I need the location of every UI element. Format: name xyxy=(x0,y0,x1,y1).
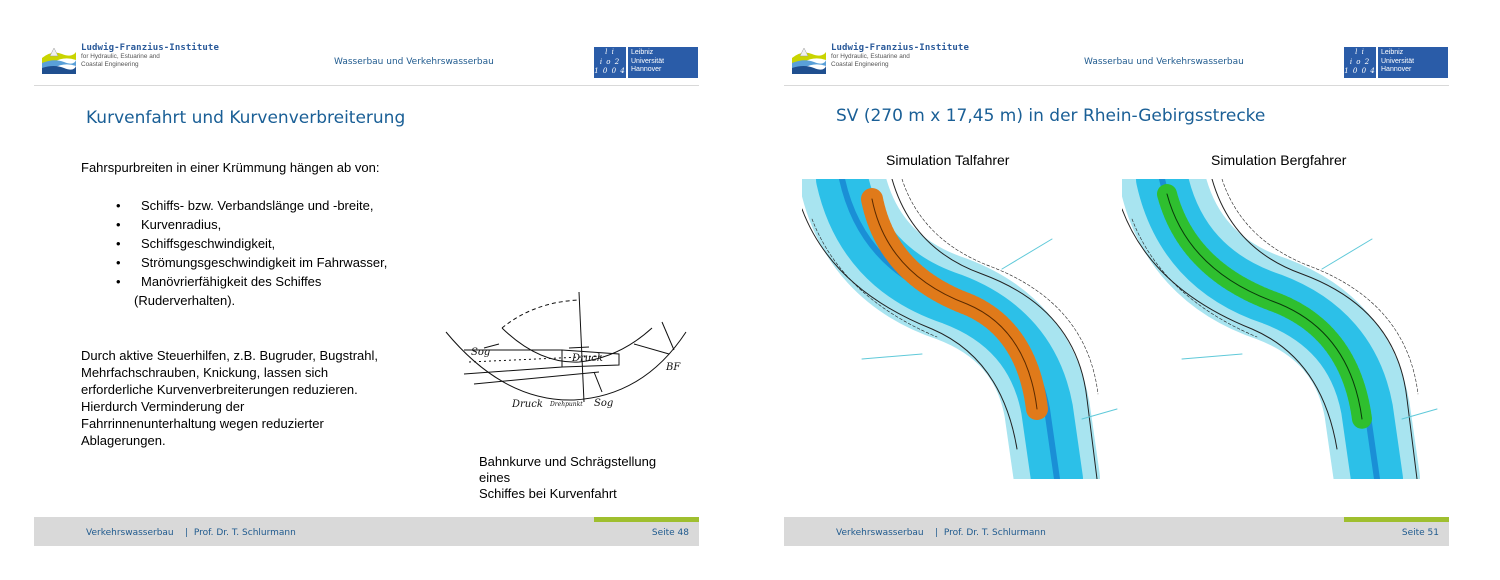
diagram-caption xyxy=(479,454,656,502)
luh-text xyxy=(1378,47,1448,78)
caption-line: Bahnkurve und Schrägstellung xyxy=(479,454,657,469)
label-drehpunkt: Drehpunkt xyxy=(550,401,583,408)
sim-talfahrer-map xyxy=(802,179,1122,479)
list-item: • Schiffsgeschwindigkeit, xyxy=(116,234,387,253)
luh-logo xyxy=(1344,47,1448,78)
luh-text-line: Hannover xyxy=(1381,66,1412,73)
luh-mark-line: 1 0 0 4 xyxy=(1344,67,1376,75)
luh-mark-line: l i xyxy=(605,48,615,56)
slide-title: SV (270 m x 17,45 m) in der Rhein-Gebirgsstrecke xyxy=(836,106,1266,126)
institute-sub-1: for Hydraulic, Estuarine and xyxy=(831,53,910,60)
list-item: • Kurvenradius, xyxy=(116,215,387,234)
sim-talfahrer-label: Simulation Talfahrer xyxy=(886,152,1010,168)
paragraph-line: Mehrfachschrauben, Knickung, lassen sich xyxy=(81,365,329,380)
luh-text-line: Leibniz xyxy=(631,49,654,56)
institute-name: Ludwig-Franzius-Institute xyxy=(831,43,969,53)
page-number: Seite 51 xyxy=(1401,528,1439,538)
caption-line: Schiffes bei Kurvenfahrt xyxy=(479,486,617,501)
luh-mark-icon xyxy=(1344,47,1376,78)
luh-mark-icon xyxy=(594,47,626,78)
institute-sub-2: Coastal Engineering xyxy=(831,60,889,68)
footer-accent-bar xyxy=(1344,517,1449,522)
label-sog-top: Sog xyxy=(471,347,491,358)
caption-line: eines xyxy=(479,470,511,485)
paragraph-line: Fahrrinnenunterhaltung wegen reduzierter xyxy=(81,416,324,431)
bullet-list xyxy=(116,196,387,310)
bf-tick xyxy=(662,322,674,350)
luh-text xyxy=(628,47,698,78)
luh-logo xyxy=(594,47,698,78)
bf-line xyxy=(634,344,669,354)
curve-diagram xyxy=(444,292,694,427)
institute-block xyxy=(81,43,219,68)
sim-bergfahrer-label: Simulation Bergfahrer xyxy=(1211,152,1347,168)
list-item-continuation: (Ruderverhalten). xyxy=(134,293,236,308)
lfi-logo-icon xyxy=(792,46,826,74)
paragraph-line: Ablagerungen. xyxy=(81,433,166,448)
header-title: Wasserbau und Verkehrswasserbau xyxy=(334,57,494,67)
sog-lower-arrow xyxy=(594,372,602,392)
institute-sub-1: for Hydraulic, Estuarine and xyxy=(81,53,160,60)
institute-block xyxy=(831,43,969,68)
inner-arc-dashed xyxy=(502,300,579,328)
lfi-logo-icon xyxy=(42,46,76,74)
slide-48 xyxy=(34,34,699,546)
footer-accent-bar xyxy=(594,517,699,522)
institute-name: Ludwig-Franzius-Institute xyxy=(81,43,219,53)
luh-mark-line: 1 0 0 4 xyxy=(594,67,626,75)
label-druck-top: Druck xyxy=(572,353,603,364)
header-title: Wasserbau und Verkehrswasserbau xyxy=(1084,57,1244,67)
paragraph-steering xyxy=(81,347,378,398)
luh-mark-line: i o 2 xyxy=(1349,57,1371,66)
slide-header xyxy=(784,34,1449,86)
druck-arrow xyxy=(569,347,589,348)
label-druck-bottom: Druck xyxy=(512,399,543,410)
page-number: Seite 48 xyxy=(651,528,689,538)
slide-header xyxy=(34,34,699,86)
luh-mark-line: i o 2 xyxy=(599,57,621,66)
list-item-text: Manövrierfähigkeit des Schiffes xyxy=(141,274,322,289)
luh-mark-line: l i xyxy=(1355,48,1365,56)
luh-text-line: Leibniz xyxy=(1381,49,1404,56)
institute-sub-2: Coastal Engineering xyxy=(81,60,139,68)
label-bf: BF xyxy=(666,362,681,373)
paragraph-line: erforderliche Kurvenverbreiterungen reduzieren. xyxy=(81,382,358,397)
paragraph-maintenance xyxy=(81,398,324,449)
luh-text-line: Hannover xyxy=(631,66,662,73)
outer-bank-line xyxy=(446,332,686,400)
list-item: • Schiffs- bzw. Verbandslänge und -breite, xyxy=(116,196,387,215)
footer-text: Verkehrswasserbau | Prof. Dr. T. Schlurmann xyxy=(86,528,296,538)
list-item: • Strömungsgeschwindigkeit im Fahrwasser, xyxy=(116,253,387,272)
footer-text: Verkehrswasserbau | Prof. Dr. T. Schlurmann xyxy=(836,528,1046,538)
ship-lower-line xyxy=(474,372,599,384)
luh-text-line: Universität xyxy=(1381,57,1415,65)
paragraph-line: Hierdurch Verminderung der xyxy=(81,399,245,414)
label-sog-bottom: Sog xyxy=(594,398,614,409)
sim-bergfahrer-map xyxy=(1122,179,1442,479)
slide-51 xyxy=(784,34,1449,546)
slide-title: Kurvenfahrt und Kurvenverbreiterung xyxy=(86,108,406,128)
luh-text-line: Universität xyxy=(631,57,665,65)
list-item xyxy=(116,272,387,310)
intro-text: Fahrspurbreiten in einer Krümmung hängen ab von: xyxy=(81,160,380,175)
paragraph-line: Durch aktive Steuerhilfen, z.B. Bugruder, Bugstrahl, xyxy=(81,348,378,363)
